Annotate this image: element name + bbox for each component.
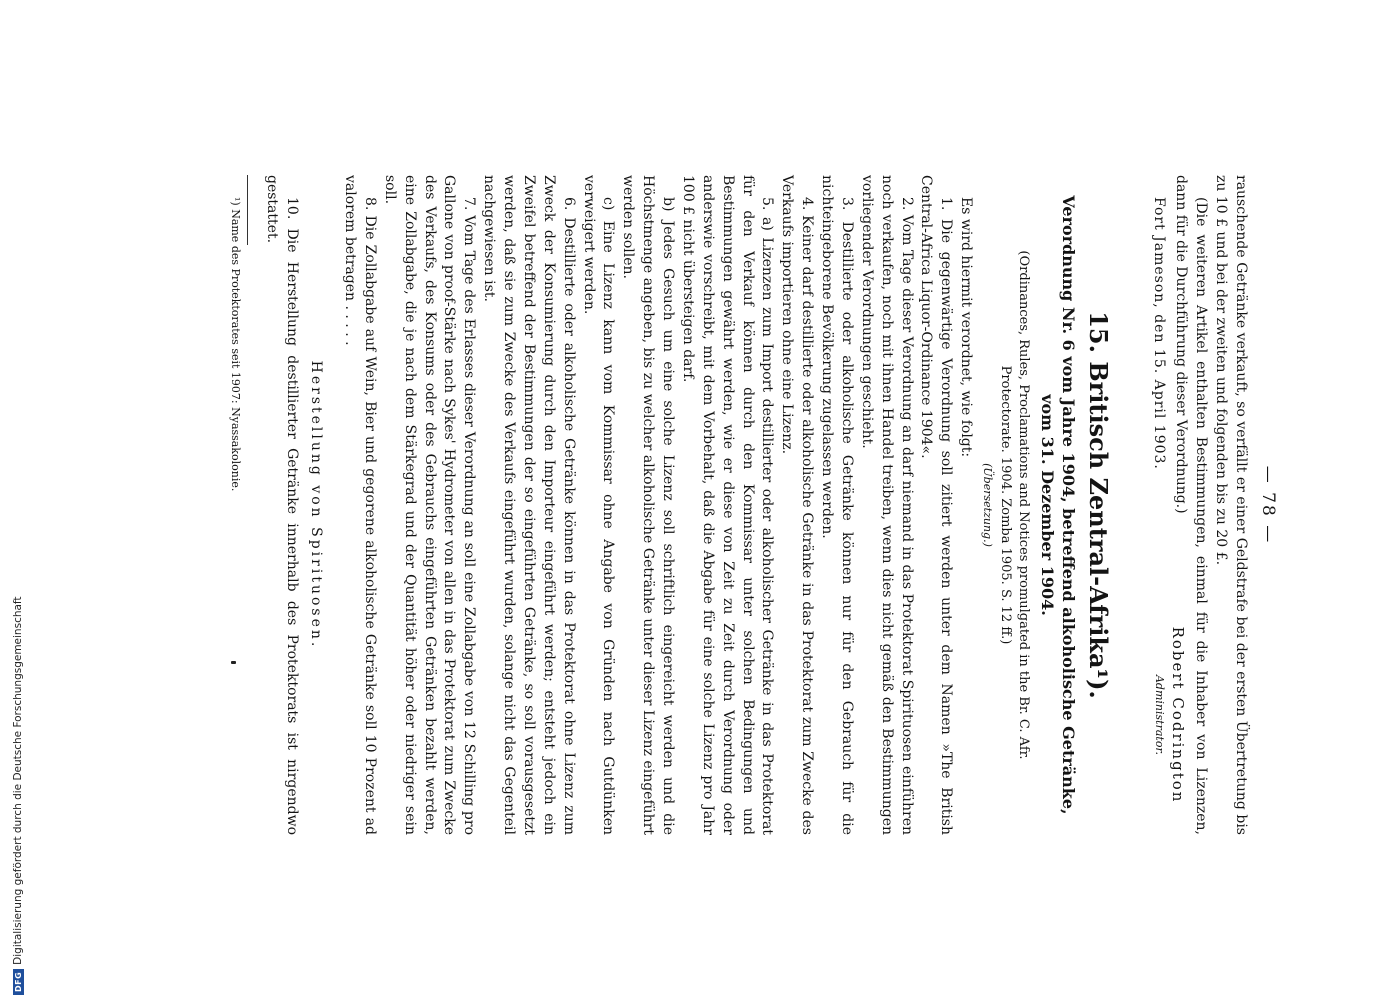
paragraph-3: 3. Destillierte oder alkoholische Getränke können nur für den Gebrauch für die nichteingeborene Bevölkerung zugelassen werden. xyxy=(819,175,855,835)
paragraph-6: 6. Destillierte oder alkoholische Getränke können in das Protektorat ohne Lizenz zum Zweck der Konsumierung durch den Importeur eingeführt werden; entsteht jedoch ein Zweifel betreffend der Bestimmungen der so eingeführten Getränke, so soll vorausgesetzt werden, daß sie zum Zwecke des Verkaufs eingeführt wurden, solange nicht das Gegenteil nachgewiesen ist. xyxy=(481,175,577,835)
source-citation: (Ordinances, Rules, Proclamations and Notices promulgated in the Br. C. Afr. Protectorate. 1904. Zomba 1905. S. 12 ff.) xyxy=(997,250,1032,760)
paragraph-8: 8. Die Zollabgabe auf Wein, Bier und gegorene alkoholische Getränke soll 10 Prozent ad valorem betragen . . . . . xyxy=(342,175,378,835)
document-page xyxy=(190,175,1280,835)
paragraph-1: 1. Die gegenwärtige Verordnung soll zitiert werden unter dem Namen »The British Central-Africa Liquor-Ordinance 1904«. xyxy=(918,175,955,835)
paragraph-7: 7. Vom Tage des Erlasses dieser Verordnung an soll eine Zollabgabe von 12 Schilling pro Gallone von proof-Stärke nach Sykes' Hydrometer von allen in das Protektorat zum Zwecke des Verkaufs, des Konsums oder des Gebrauchs eingeführten Getränken bezahlt werden, eine Zollabgabe, die je nach dem Stärkegrad und der Quantität höher oder niedriger sein soll. xyxy=(381,175,478,835)
paragraph-2: 2. Vom Tage dieser Verordnung an darf niemand in das Protektorat Spirituosen einführen noch verkaufen, noch mit ihnen Handel treiben, wenn dies nicht gemäß den Bestimmungen vorliegender Verordnungen geschieht. xyxy=(858,175,915,835)
place-date: Fort Jameson, den 15. April 1903. xyxy=(1151,197,1168,470)
subsection-heading: Herstellung von Spirituosen. xyxy=(308,360,325,650)
digitization-credit-text: Digitalisierung gefördert durch die Deutsche Forschungsgemeinschaft xyxy=(12,596,24,965)
translation-note: (Übersetzung.) xyxy=(980,463,994,547)
note-paragraph: (Die weiteren Artikel enthalten Bestimmungen, einmal für die Inhaber von Lizenzen, dann für die Durchführung dieser Verordnung.) xyxy=(1173,175,1210,835)
carryover-paragraph: rauschende Getränke verkauft, so verfällt er einer Geldstrafe bei der ersten Übertretung bis zu 10 £ und bei der zweiten und folgenden bis zu 20 £. xyxy=(1213,175,1249,835)
paragraph-5b: b) Jedes Gesuch um eine solche Lizenz soll schriftlich eingereicht werden und die Höchstmenge angeben, bis zu welcher alkoholische Getränke unter dieser Lizenz eingeführt werden sollen. xyxy=(620,175,677,835)
page-number: — 78 — xyxy=(1258,465,1278,545)
signature-name: Robert Codrington xyxy=(1169,626,1187,804)
signature-role: Administrator. xyxy=(1152,674,1166,755)
footnote-separator xyxy=(247,175,248,245)
ordinance-title: Verordnung Nr. 6 vom Jahre 1904, betreffend alkoholische Getränke, vom 31. Dezember 1904. xyxy=(1037,195,1079,815)
digitization-credit xyxy=(12,596,24,995)
signature-block xyxy=(1151,625,1188,805)
section-title-text: 15. Britisch Zentral-Afrika¹). xyxy=(1084,311,1114,699)
intro-paragraph: Es wird hiermit verordnet, wie folgt: xyxy=(958,197,975,458)
paragraph-4: 4. Keiner darf destillierte oder alkoholische Getränke in das Protektorat zum Zwecke des Verkaufs importieren ohne eine Lizenz. xyxy=(779,175,816,835)
paragraph-5c: c) Eine Lizenz kann vom Kommissar ohne Angabe von Gründen nach Gutdünken verweigert werden. xyxy=(580,175,617,835)
ink-speck xyxy=(231,661,236,664)
footnote: ¹) Name des Protektorates seit 1907: Nyassakolonie. xyxy=(228,197,242,492)
paragraph-10: 10. Die Herstellung destillierter Getränke innerhalb des Protektorats ist nirgendwo gestattet. xyxy=(264,175,301,835)
section-title xyxy=(1083,175,1114,835)
paragraph-5a: 5. a) Lizenzen zum Import destillierter oder alkoholischer Getränke in das Protektorat für den Verkauf können durch den Kommissar unter solchen Bedingungen und Bestimmungen gewährt werden, wie er diese von Zeit zu Zeit durch Verordnung oder anderswie vorschreibt, mit dem Vorbehalt, daß die Abgabe für eine solche Lizenz pro Jahr 100 £ nicht übersteigen darf. xyxy=(679,175,776,835)
dfg-logo: DFG xyxy=(13,969,24,995)
